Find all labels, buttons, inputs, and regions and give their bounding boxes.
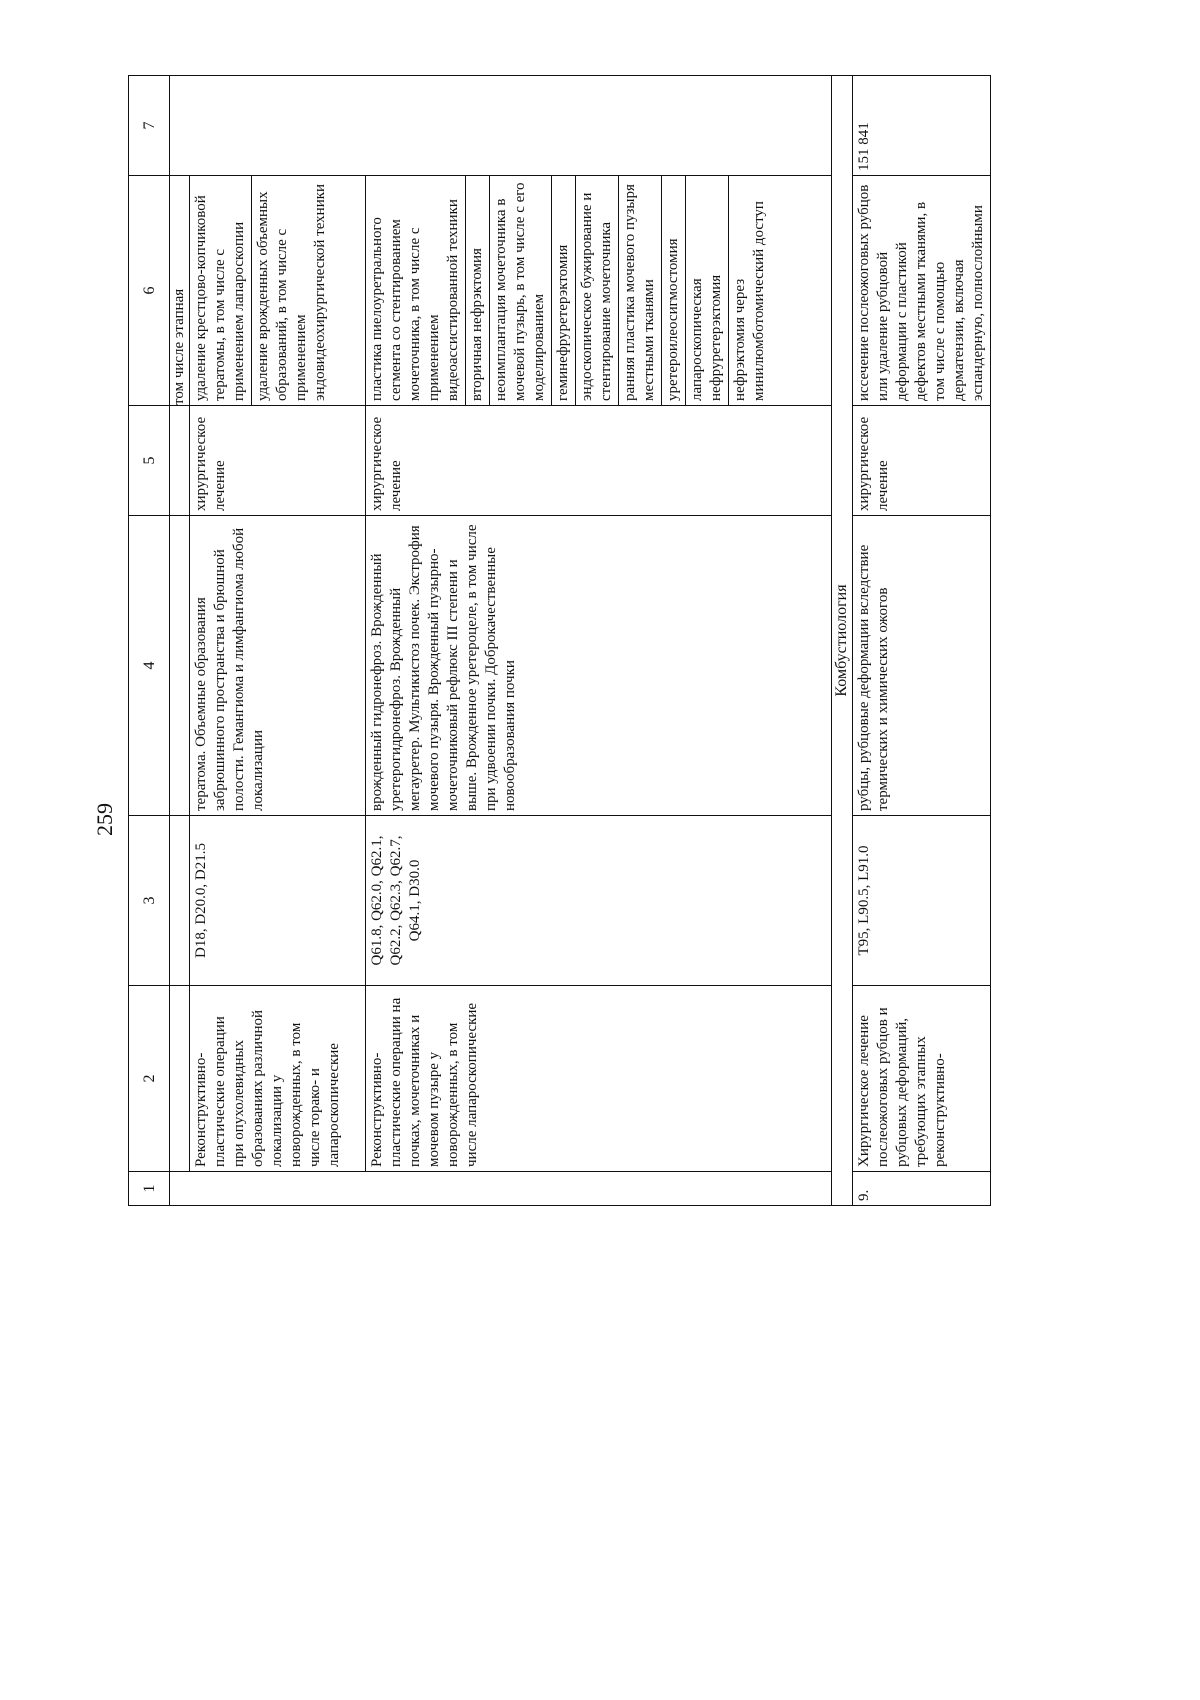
row-treatment: хирургическое лечение	[853, 406, 991, 516]
operation-item: удаление крестцово-копчиковой тератомы, в том числе с применением лапароскопии	[190, 176, 252, 405]
col-header-2: 2	[129, 986, 170, 1172]
page-number: 259	[92, 803, 117, 836]
row-operations: иссечение послеожоговых рубцов или удаление рубцовой деформации с пластикой дефектов местными тканями, в том числе с помощью дерматензии, включая эспандерную, полнослойными	[853, 176, 991, 406]
row-model: рубцы, рубцовые деформации вследствие термических и химических ожогов	[853, 516, 991, 816]
row-name: Реконструктивно-пластические операции при опухолевидных образованиях различной локализации у новорожденных, в том числе торако- и лапароскопические	[190, 986, 366, 1172]
operation-item: геминефруретерэктомия	[552, 176, 576, 405]
section-row	[832, 76, 853, 1206]
col-header-4: 4	[129, 516, 170, 816]
continuation-text: том числе этапная	[170, 176, 190, 406]
row-codes: D18, D20.0, D21.5	[190, 816, 366, 986]
row-codes: Q61.8, Q62.0, Q62.1, Q62.2, Q62.3, Q62.7, Q64.1, D30.0	[366, 816, 832, 986]
column-number-row	[129, 76, 170, 1206]
operation-item: нефрэктомия через минилюмботомический доступ	[732, 201, 767, 401]
row-treatment: хирургическое лечение	[190, 406, 366, 516]
continuation-row	[170, 76, 190, 1206]
col-header-5: 5	[129, 406, 170, 516]
operation-item: неоимплантация мочеточника в мочевой пузырь, в том числе с его моделированием	[490, 176, 552, 405]
table-row	[366, 76, 832, 1206]
operation-item: пластика пиелоуретрального сегмента со стентированием мочеточника, в том числе с применением видеоассистированной техники	[366, 176, 466, 405]
operation-item: вторичная нефрэктомия	[466, 176, 490, 405]
col-header-6: 6	[129, 176, 170, 406]
table-row	[190, 76, 366, 1206]
section-title: Комбустиология	[832, 76, 853, 1206]
operation-item: ранняя пластика мочевого пузыря местными тканями	[619, 176, 662, 405]
row-codes: T95, L90.5, L91.0	[853, 816, 991, 986]
operation-item: удаление врожденных объемных образований, в том числе с применением эндовидеохирургической техники	[255, 183, 328, 401]
rotated-table-container	[128, 76, 986, 1206]
procedures-table	[128, 75, 991, 1206]
col-header-3: 3	[129, 816, 170, 986]
row-treatment: хирургическое лечение	[366, 406, 832, 516]
col-header-1: 1	[129, 1172, 170, 1206]
row-operations	[366, 176, 832, 406]
table-row	[853, 76, 991, 1206]
row-name: Хирургическое лечение послеожоговых рубцов и рубцовых деформаций, требующих этапных реконструктивно-	[853, 986, 991, 1172]
row-model: врожденный гидронефроз. Врожденный уретерогидронефроз. Врожденный мегауретер. Мультикистоз почек. Экстрофия мочевого пузыря. Врожденный пузырно-мочеточниковый рефлюкс III степени и выше. Врожденное уретероцеле, в том числе при удвоении почки. Доброкачественные новообразования почки	[366, 516, 832, 816]
row-model: тератома. Объемные образования забрюшинного пространства и брюшной полости. Гемангиома и лимфангиома любой локализации	[190, 516, 366, 816]
operation-item: эндоскопическое бужирование и стентирование мочеточника	[576, 176, 619, 405]
row-number: 9.	[853, 1172, 991, 1206]
row-operations	[190, 176, 366, 406]
col-header-7: 7	[129, 76, 170, 176]
row-name: Реконструктивно-пластические операции на почках, мочеточниках и мочевом пузыре у новорожденных, в том числе лапароскопические	[366, 986, 832, 1172]
operation-item: уретероилеосигмостомия	[662, 176, 686, 405]
row-cost: 151 841	[853, 76, 991, 176]
operation-item: лапароскопическая нефруретерэктомия	[686, 176, 729, 405]
